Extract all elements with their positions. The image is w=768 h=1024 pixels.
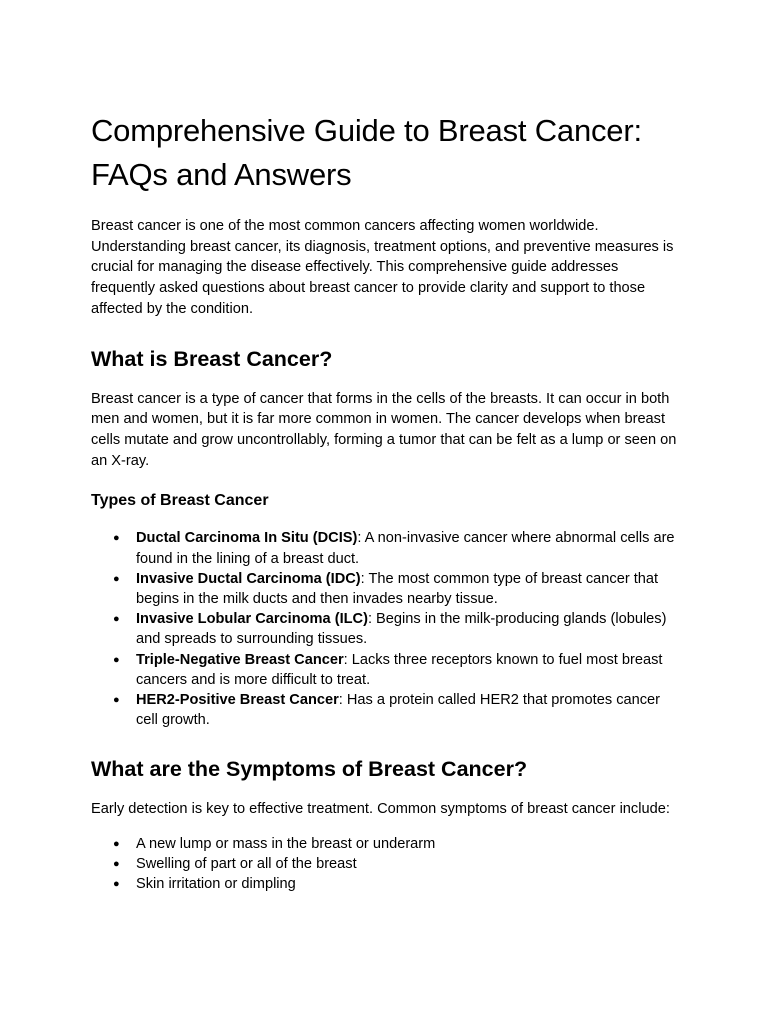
intro-paragraph: Breast cancer is one of the most common cancers affecting women worldwide. Understanding breast cancer, its diagnosis, treatment options, and preventive measures is crucial for managing the disease effectively. This comprehensive guide addresses frequently asked questions about breast cancer to provide clarity and support to those affected by the condition. (91, 218, 674, 317)
list-item (136, 609, 678, 649)
type-term: Invasive Lobular Carcinoma (ILC) (136, 611, 368, 628)
list-item: ● Swelling of part or all of the breast (136, 854, 678, 874)
type-description: : The most common type of breast cancer that begins in the milk ducts and then invades nearby tissue. (136, 570, 659, 607)
symptoms-intro-paragraph: Early detection is key to effective treatment. Common symptoms of breast cancer include: (91, 801, 670, 818)
section-heading-symptoms: What are the Symptoms of Breast Cancer? (91, 757, 528, 782)
list-item (136, 528, 678, 568)
type-description: : A non-invasive cancer where abnormal cells are found in the lining of a breast duct. (136, 530, 675, 567)
document-title: Comprehensive Guide to Breast Cancer: FAQs and Answers (91, 113, 642, 192)
type-term: HER2-Positive Breast Cancer (136, 691, 339, 708)
types-list (91, 528, 678, 730)
subheading-types: Types of Breast Cancer (91, 492, 269, 510)
definition-paragraph: Breast cancer is a type of cancer that forms in the cells of the breasts. It can occur in both men and women, but it is far more common in women. The cancer develops when breast cells mutate and grow uncontrollably, forming a tumor that can be felt as a lump or seen on an X-ray. (91, 390, 677, 469)
type-term: Invasive Ductal Carcinoma (IDC) (136, 570, 361, 587)
type-term: Ductal Carcinoma In Situ (DCIS) (136, 530, 358, 547)
type-description: : Begins in the milk-producing glands (lobules) and spreads to surrounding tissues. (136, 611, 667, 648)
list-item: ● A new lump or mass in the breast or underarm (136, 834, 678, 854)
type-description: : Lacks three receptors known to fuel most breast cancers and is more difficult to treat. (136, 651, 663, 688)
list-item (136, 650, 678, 690)
list-item: ● Skin irritation or dimpling (136, 874, 678, 894)
list-item (136, 690, 678, 730)
list-item (136, 569, 678, 609)
section-heading-what-is: What is Breast Cancer? (91, 346, 333, 371)
type-description: : Has a protein called HER2 that promotes cancer cell growth. (136, 691, 661, 729)
symptoms-list (91, 834, 678, 895)
type-term: Triple-Negative Breast Cancer (136, 651, 344, 668)
